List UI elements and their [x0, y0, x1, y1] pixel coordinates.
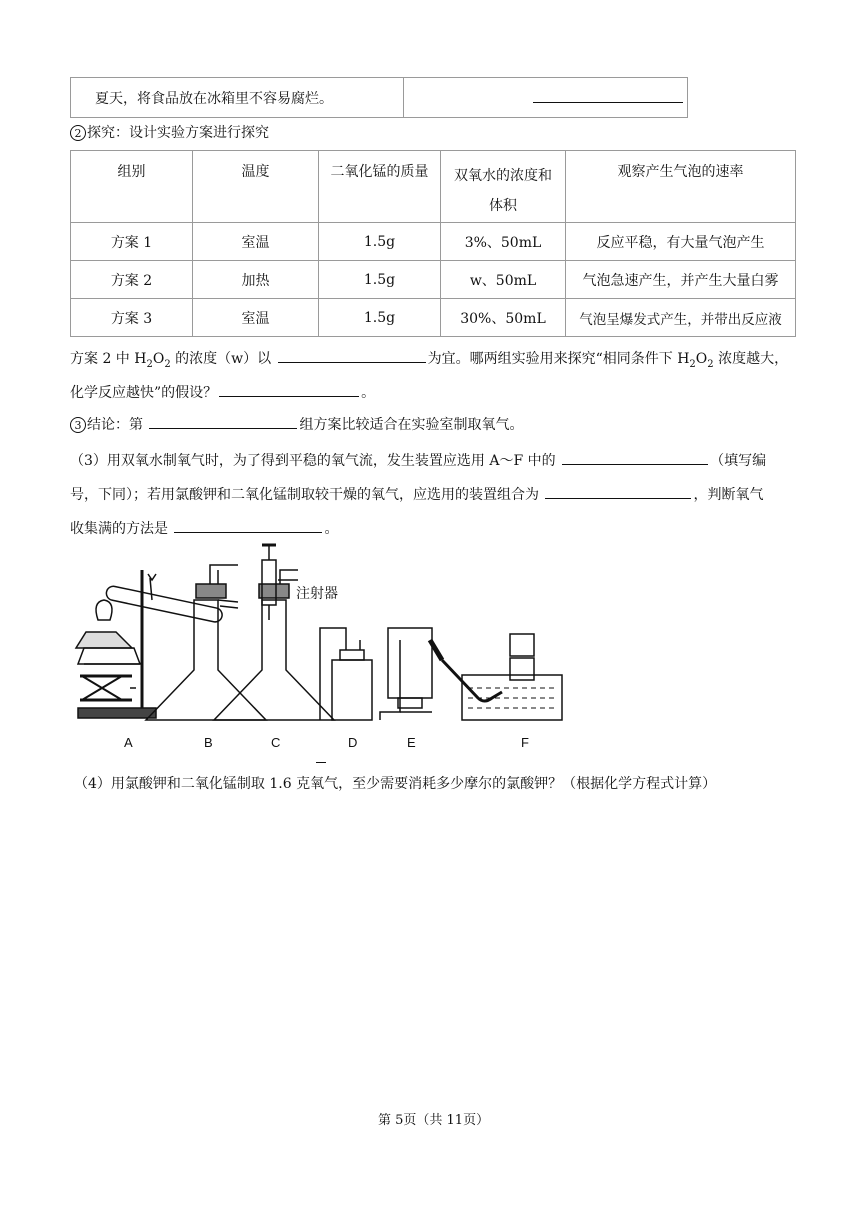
apparatus-label-f: F — [521, 735, 529, 750]
table-row: 方案 3 室温 1.5g 30%、50mL 气泡呈爆发式产生，并带出反应液 — [71, 299, 796, 337]
top-table — [70, 77, 688, 118]
answer-blank — [219, 382, 359, 397]
section2-heading: 2 探究：设计实验方案进行探究 — [70, 124, 269, 142]
page-footer: 第 5页（共 11页） — [378, 1113, 490, 1128]
answer-blank — [545, 484, 691, 499]
answer-blank — [174, 518, 322, 533]
experiment-table — [70, 150, 796, 337]
syringe-label: 注射器 — [296, 585, 338, 601]
apparatus-f — [430, 634, 562, 720]
question3-line2: 号，下同）；若用氯酸钾和二氧化锰制取较干燥的氧气，应选用的装置组合为 ，判断氧气 — [70, 484, 763, 504]
apparatus-label-d: D — [348, 735, 358, 750]
question3-line1: （3）用双氧水制氧气时，为了得到平稳的氧气流，发生装置应选用 A～F 中的 （填写编 — [70, 450, 766, 470]
table-row: 方案 2 加热 1.5g w、50mL 气泡急速产生，并产生大量白雾 — [71, 261, 796, 299]
answer-blank — [562, 450, 708, 465]
apparatus-label-b: B — [204, 735, 213, 750]
apparatus-d — [320, 628, 372, 720]
header-mno2-mass: 二氧化锰的质量 — [319, 151, 441, 223]
apparatus-label-c: C — [271, 735, 281, 750]
header-group: 组别 — [71, 151, 193, 223]
top-table-text: 夏天，将食品放在冰箱里不容易腐烂。 — [95, 90, 333, 107]
apparatus-label-a: A — [124, 735, 133, 750]
question-concentration-line2: 化学反应越快”的假设？ 。 — [70, 382, 375, 402]
apparatus-label-e: E — [407, 735, 416, 750]
stray-mark — [316, 762, 326, 763]
header-bubble-rate: 观察产生气泡的速率 — [566, 151, 796, 223]
top-table-answer-cell — [404, 78, 688, 118]
header-temperature: 温度 — [193, 151, 319, 223]
answer-blank — [149, 414, 297, 429]
apparatus-b — [146, 565, 266, 720]
apparatus-c — [214, 545, 334, 720]
top-table-left-cell — [71, 78, 404, 118]
header-h2o2-concentration: 双氧水的浓度和 体积 — [441, 151, 566, 223]
apparatus-e — [380, 628, 432, 720]
circle-marker: 3 — [70, 417, 86, 433]
question4: （4）用氯酸钾和二氧化锰制取 1.6 克氧气，至少需要消耗多少摩尔的氯酸钾？（根据化学方程式计算） — [74, 776, 717, 792]
section3-conclusion: 3 结论：第 组方案比较适合在实验室制取氧气。 — [70, 414, 523, 434]
answer-blank — [533, 88, 683, 103]
question-concentration-line1: 方案 2 中 $H_2O_2$ 的浓度（w）以 为宜。哪两组实验用来探究“相同条件下 $H_2O_2$ 浓度越大， — [70, 348, 788, 374]
circle-marker: 2 — [70, 125, 86, 141]
answer-blank — [278, 348, 426, 363]
table-row: 方案 1 室温 1.5g 3%、50mL 反应平稳，有大量气泡产生 — [71, 223, 796, 261]
question3-line3: 收集满的方法是 。 — [70, 518, 338, 538]
apparatus-figure — [70, 540, 570, 760]
